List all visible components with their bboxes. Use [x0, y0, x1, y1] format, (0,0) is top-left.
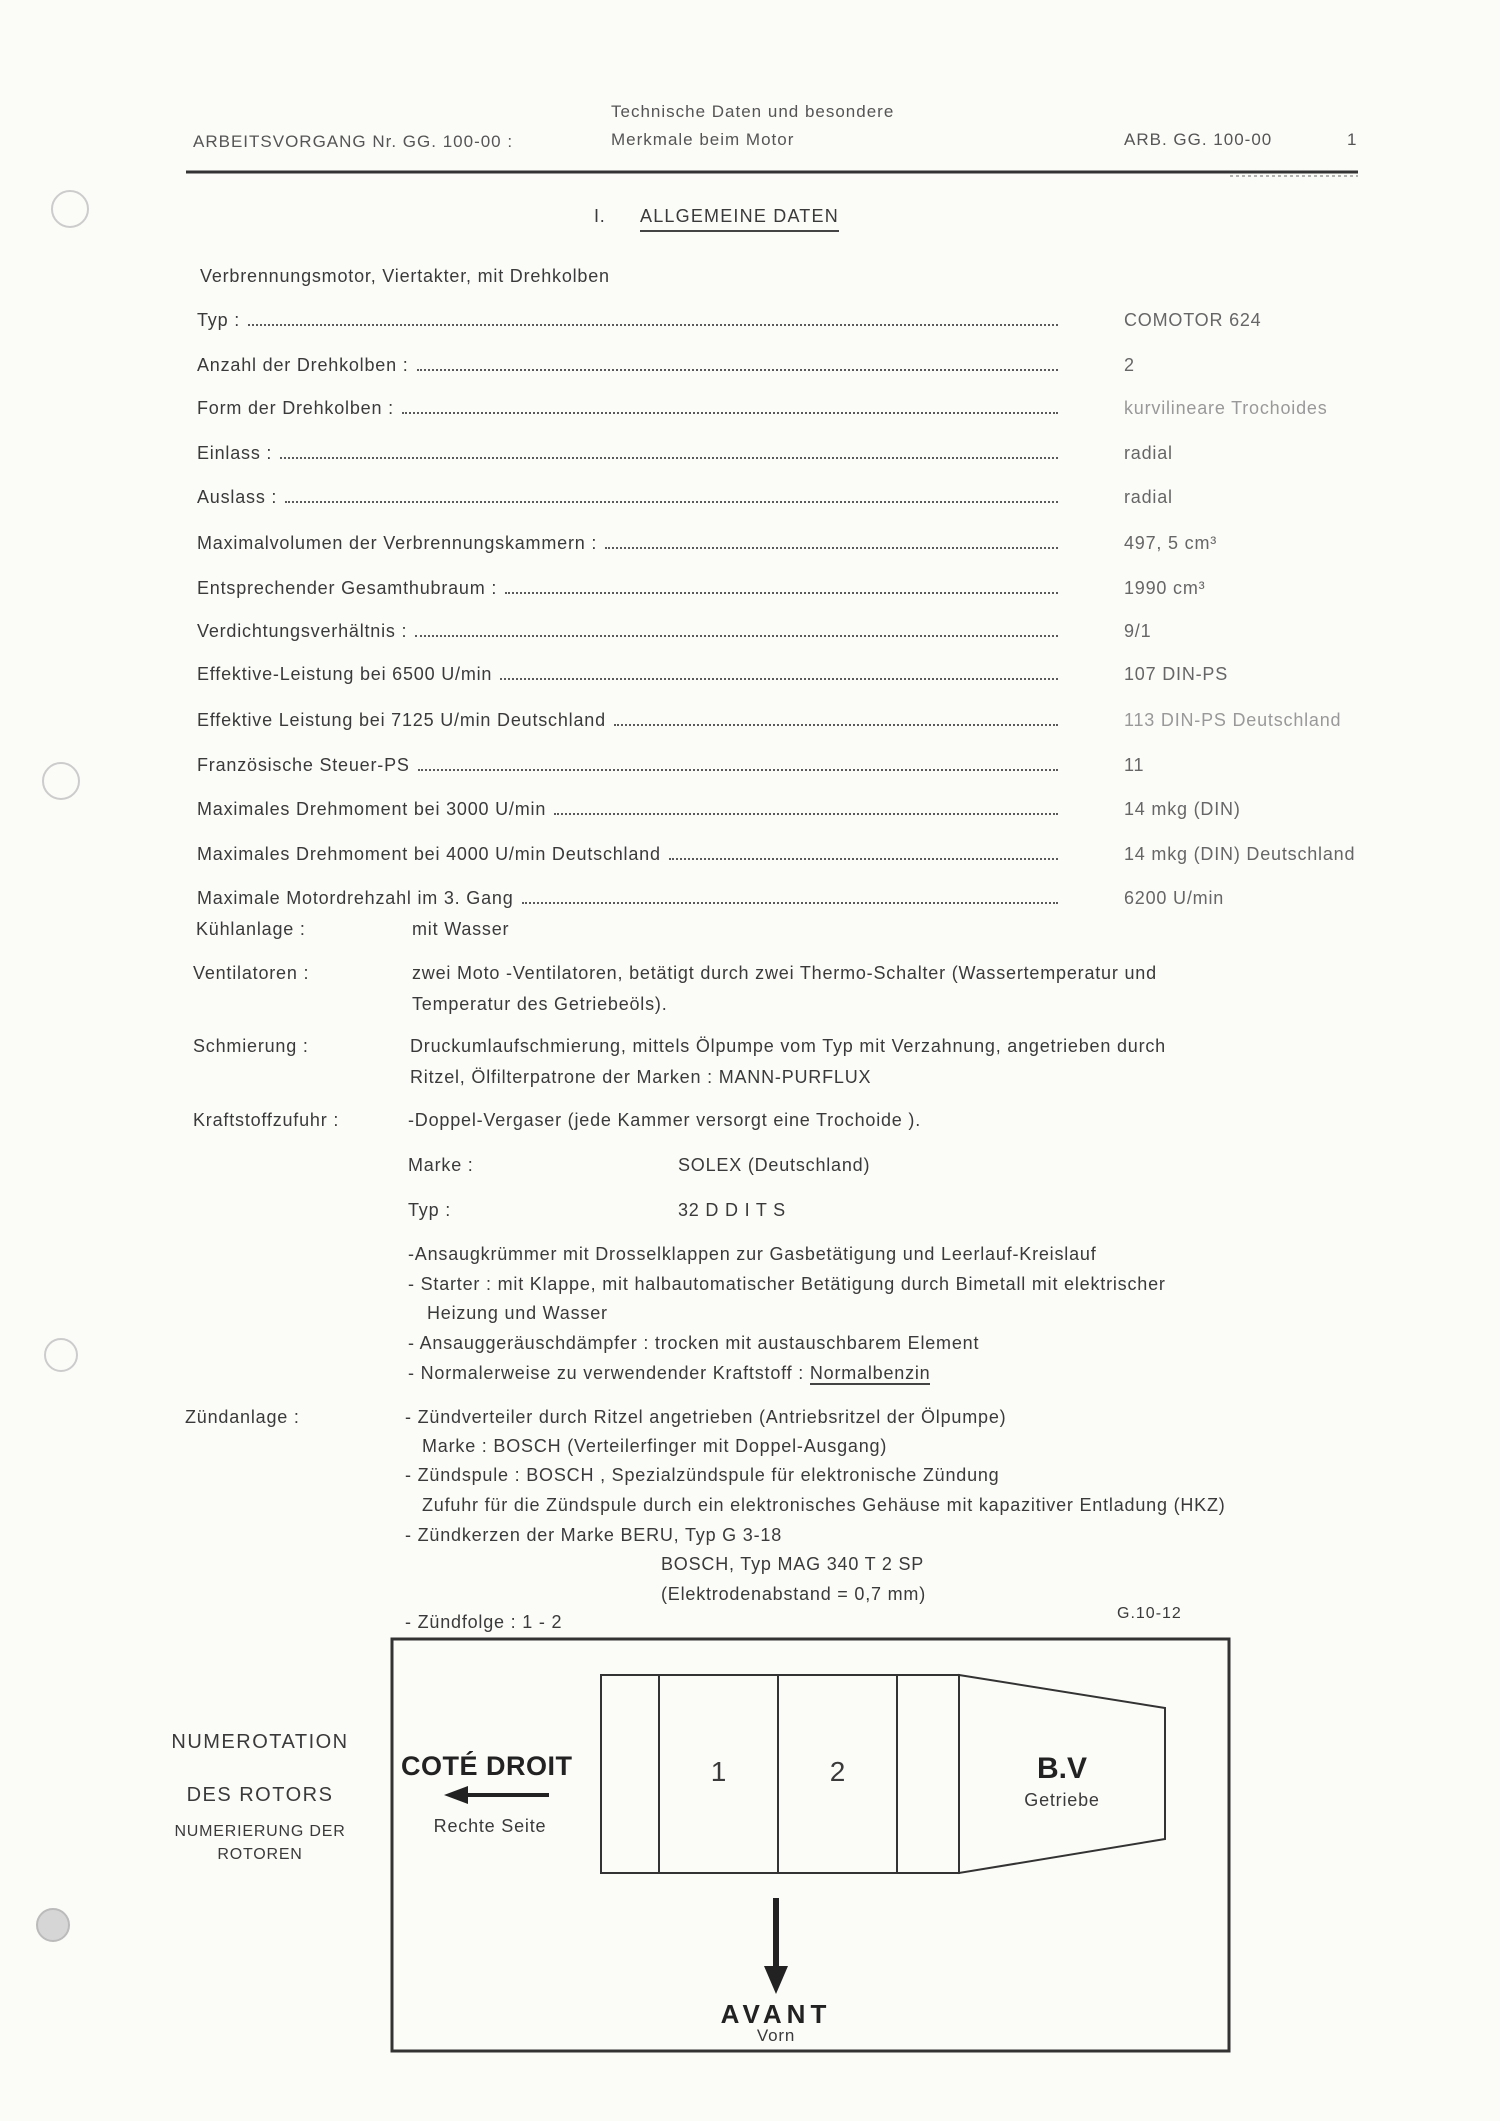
- fuel-item: Heizung und Wasser: [427, 1303, 608, 1323]
- dotted-leader: [522, 902, 1058, 904]
- spec-row: [197, 663, 1058, 685]
- spec-label: Entsprechender Gesamthubraum :: [197, 578, 498, 598]
- dotted-leader: [402, 412, 1058, 414]
- fuel-brand: SOLEX (Deutschland): [678, 1155, 871, 1175]
- fans-label: Ventilatoren :: [193, 963, 310, 983]
- dotted-leader: [605, 547, 1058, 549]
- spec-label: Maximales Drehmoment bei 3000 U/min: [197, 799, 547, 819]
- ignition-line: (Elektrodenabstand = 0,7 mm): [661, 1584, 927, 1604]
- dotted-leader: [500, 678, 1058, 680]
- lubrication-text-line: Ritzel, Ölfilterpatrone der Marken : MANN-PURFLUX: [410, 1067, 872, 1087]
- spec-value: 11: [1124, 755, 1145, 775]
- gearbox-label-de: Getriebe: [1024, 1790, 1100, 1810]
- lubrication-label: Schmierung :: [193, 1036, 309, 1056]
- firing-order: - Zündfolge : 1 - 2: [405, 1612, 563, 1632]
- header-process-number: ARBEITSVORGANG Nr. GG. 100-00 :: [193, 132, 514, 151]
- spec-row: [197, 620, 1058, 642]
- ignition-line: - Zündkerzen der Marke BERU, Typ G 3-18: [405, 1525, 783, 1545]
- spec-value: radial: [1124, 443, 1173, 463]
- dotted-leader: [417, 369, 1058, 371]
- ignition-line: - Zündspule : BOSCH , Spezialzündspule für elektronische Zündung: [405, 1465, 1000, 1485]
- dotted-leader: [669, 858, 1058, 860]
- ignition-line: - Zündverteiler durch Ritzel angetrieben (Antriebsritzel der Ölpumpe): [405, 1407, 1007, 1427]
- spec-value: 497, 5 cm³: [1124, 533, 1218, 553]
- spec-row: [197, 577, 1058, 599]
- fuel-grade-prefix: - Normalerweise zu verwendender Kraftstoff :: [408, 1363, 810, 1383]
- spec-row: [197, 354, 1058, 376]
- spec-label: Effektive-Leistung bei 6500 U/min: [197, 664, 493, 684]
- spec-label: Maximale Motordrehzahl im 3. Gang: [197, 888, 514, 908]
- spec-value: 107 DIN-PS: [1124, 664, 1229, 684]
- fuel-brand-label: Marke :: [408, 1155, 474, 1175]
- fans-text-line: Temperatur des Getriebeöls).: [412, 994, 668, 1014]
- spec-row: [197, 532, 1058, 554]
- punch-hole: [45, 1339, 77, 1371]
- ignition-label: Zündanlage :: [185, 1407, 300, 1427]
- spec-label: Verdichtungsverhältnis :: [197, 621, 408, 641]
- dotted-leader: [248, 324, 1058, 326]
- punch-hole: [37, 1909, 69, 1941]
- right-side-arrow-head: [444, 1786, 468, 1804]
- spec-label: Einlass :: [197, 443, 273, 463]
- spec-value: 113 DIN-PS Deutschland: [1124, 710, 1342, 730]
- header-title-line1: Technische Daten und besondere: [611, 102, 895, 121]
- spec-label: Typ :: [197, 310, 241, 330]
- dotted-leader: [554, 813, 1058, 815]
- spec-value: 2: [1124, 355, 1135, 375]
- dotted-leader: [505, 592, 1058, 594]
- front-label-de: Vorn: [756, 2026, 796, 2045]
- cooling-label: Kühlanlage :: [196, 919, 306, 939]
- fuel-item: - Ansauggeräuschdämpfer : trocken mit austauschbarem Element: [408, 1333, 980, 1353]
- spec-value: 6200 U/min: [1124, 888, 1225, 908]
- header-reference: ARB. GG. 100-00: [1124, 130, 1273, 149]
- header-title-line2: Merkmale beim Motor: [611, 130, 795, 149]
- ignition-line: Zufuhr für die Zündspule durch ein elektronisches Gehäuse mit kapazitiver Entladung (HKZ): [422, 1495, 1226, 1515]
- fuel-grade: Normalbenzin: [809, 1363, 931, 1383]
- spec-label: Maximales Drehmoment bei 4000 U/min Deutschland: [197, 844, 661, 864]
- section-number: I.: [594, 206, 606, 226]
- spec-label: Effektive Leistung bei 7125 U/min Deutschland: [197, 710, 606, 730]
- dotted-leader: [415, 635, 1058, 637]
- dotted-leader: [280, 457, 1058, 459]
- spec-value: 9/1: [1124, 621, 1152, 641]
- spec-value: kurvilineare Trochoides: [1124, 398, 1328, 418]
- diagram-title-fr-line1: NUMEROTATION: [171, 1731, 349, 1753]
- spec-label: Form der Drehkolben :: [197, 398, 394, 418]
- front-arrow-head: [764, 1966, 788, 1994]
- fuel-grade-line: [408, 1362, 930, 1384]
- spec-value: 14 mkg (DIN): [1124, 799, 1241, 819]
- figure-reference: G.10-12: [1117, 1605, 1182, 1622]
- spec-value: COMOTOR 624: [1124, 310, 1262, 330]
- dotted-leader: [418, 769, 1058, 771]
- spec-row: [197, 843, 1058, 865]
- spec-row: [197, 798, 1058, 820]
- diagram-title-de-line1: NUMERIERUNG DER: [174, 1823, 346, 1840]
- diagram-title-fr-line2: DES ROTORS: [186, 1784, 334, 1806]
- spec-label: Französische Steuer-PS: [197, 755, 410, 775]
- fuel-label: Kraftstoffzufuhr :: [193, 1110, 340, 1130]
- dotted-leader: [614, 724, 1058, 726]
- rotor-1-label: 1: [710, 1756, 727, 1787]
- spec-row: [197, 442, 1058, 464]
- diagram-title-de-line2: ROTOREN: [217, 1846, 303, 1863]
- lubrication-text-line: Druckumlaufschmierung, mittels Ölpumpe vom Typ mit Verzahnung, angetrieben durch: [410, 1036, 1166, 1056]
- front-label-fr: AVANT: [720, 1999, 832, 2029]
- spec-value: 1990 cm³: [1124, 578, 1206, 598]
- ignition-line: BOSCH, Typ MAG 340 T 2 SP: [661, 1554, 925, 1574]
- page-number: 1: [1347, 130, 1358, 149]
- spec-label: Auslass :: [197, 487, 278, 507]
- rotor-2-label: 2: [829, 1756, 846, 1787]
- fuel-item: -Ansaugkrümmer mit Drosselklappen zur Gasbetätigung und Leerlauf-Kreislauf: [408, 1244, 1097, 1264]
- spec-row: [197, 754, 1058, 776]
- fuel-type-label: Typ :: [408, 1200, 452, 1220]
- intro-text: Verbrennungsmotor, Viertakter, mit Drehkolben: [200, 266, 610, 286]
- spec-row: [197, 486, 1058, 508]
- punch-hole: [52, 191, 88, 227]
- fuel-type: 32 D D I T S: [678, 1200, 786, 1220]
- punch-hole: [43, 763, 79, 799]
- section-title: ALLGEMEINE DATEN: [640, 205, 839, 232]
- cooling-value: mit Wasser: [412, 919, 510, 939]
- dotted-leader: [285, 501, 1058, 503]
- spec-row: [197, 887, 1058, 909]
- spec-row: [197, 309, 1058, 331]
- spec-value: radial: [1124, 487, 1173, 507]
- fuel-carburetor: -Doppel-Vergaser (jede Kammer versorgt eine Trochoide ).: [408, 1110, 922, 1130]
- spec-label: Anzahl der Drehkolben :: [197, 355, 409, 375]
- spec-row: [197, 709, 1058, 731]
- gearbox-label-fr: B.V: [1036, 1752, 1087, 1785]
- fans-text-line: zwei Moto -Ventilatoren, betätigt durch zwei Thermo-Schalter (Wassertemperatur und: [412, 963, 1157, 983]
- fuel-item: - Starter : mit Klappe, mit halbautomatischer Betätigung durch Bimetall mit elektrischer: [408, 1274, 1166, 1294]
- spec-value: 14 mkg (DIN) Deutschland: [1124, 844, 1356, 864]
- diagram-frame: [392, 1639, 1229, 2051]
- ignition-line: Marke : BOSCH (Verteilerfinger mit Doppel-Ausgang): [422, 1436, 888, 1456]
- right-side-label-de: Rechte Seite: [433, 1816, 547, 1836]
- spec-row: [197, 397, 1058, 419]
- right-side-label-fr: COTÉ DROIT: [401, 1751, 573, 1781]
- spec-label: Maximalvolumen der Verbrennungskammern :: [197, 533, 598, 553]
